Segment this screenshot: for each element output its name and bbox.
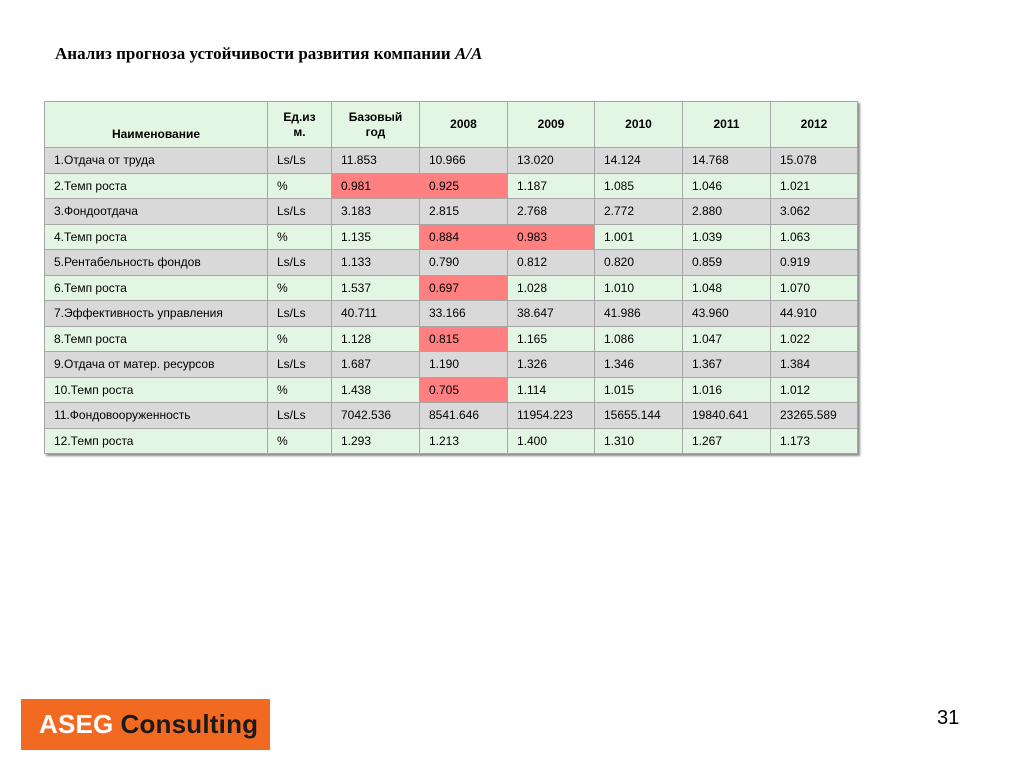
table-row [45, 428, 858, 454]
value-cell: 1.085 [595, 173, 683, 199]
value-cell: 1.384 [771, 352, 858, 378]
value-cell: 33.166 [420, 301, 508, 327]
header-2011: 2011 [683, 102, 771, 148]
value-cell: 38.647 [508, 301, 595, 327]
slide-title [55, 44, 482, 64]
value-cell: 1.310 [595, 428, 683, 454]
value-cell: 14.768 [683, 148, 771, 174]
table-row [45, 148, 858, 174]
value-cell: 0.981 [332, 173, 420, 199]
value-cell: 1.537 [332, 275, 420, 301]
value-cell: 1.400 [508, 428, 595, 454]
value-cell: 1.438 [332, 377, 420, 403]
value-cell: 1.173 [771, 428, 858, 454]
row-name-cell: 2.Темп роста [45, 173, 268, 199]
unit-cell: Ls/Ls [268, 301, 332, 327]
value-cell: 7042.536 [332, 403, 420, 429]
header-2009: 2009 [508, 102, 595, 148]
table-body [45, 148, 858, 454]
value-cell: 1.293 [332, 428, 420, 454]
value-cell: 1.039 [683, 224, 771, 250]
logo-word: Consulting [120, 709, 259, 739]
row-name-cell: 6.Темп роста [45, 275, 268, 301]
value-cell: 1.133 [332, 250, 420, 276]
value-cell: 0.820 [595, 250, 683, 276]
value-cell: 11954.223 [508, 403, 595, 429]
value-cell: 11.853 [332, 148, 420, 174]
value-cell: 1.190 [420, 352, 508, 378]
value-cell: 0.925 [420, 173, 508, 199]
value-cell: 1.070 [771, 275, 858, 301]
value-cell: 3.183 [332, 199, 420, 225]
page-number: 31 [937, 707, 960, 729]
value-cell: 1.028 [508, 275, 595, 301]
value-cell: 1.047 [683, 326, 771, 352]
header-base-year: Базовый год [332, 102, 420, 148]
row-name-cell: 8.Темп роста [45, 326, 268, 352]
table-header-row [45, 102, 858, 148]
row-name-cell: 1.Отдача от труда [45, 148, 268, 174]
value-cell: 0.859 [683, 250, 771, 276]
header-unit: Ед.из м. [268, 102, 332, 148]
unit-cell: Ls/Ls [268, 352, 332, 378]
value-cell: 19840.641 [683, 403, 771, 429]
value-cell: 13.020 [508, 148, 595, 174]
title-text: Анализ прогноза устойчивости развития компании [55, 44, 455, 63]
value-cell: 1.367 [683, 352, 771, 378]
value-cell: 2.880 [683, 199, 771, 225]
value-cell: 8541.646 [420, 403, 508, 429]
value-cell: 1.135 [332, 224, 420, 250]
value-cell: 43.960 [683, 301, 771, 327]
table-row [45, 301, 858, 327]
unit-cell: % [268, 326, 332, 352]
table-row [45, 352, 858, 378]
value-cell: 23265.589 [771, 403, 858, 429]
value-cell: 2.772 [595, 199, 683, 225]
value-cell: 14.124 [595, 148, 683, 174]
unit-cell: % [268, 173, 332, 199]
value-cell: 1.213 [420, 428, 508, 454]
aseg-logo [21, 699, 270, 750]
value-cell: 0.983 [508, 224, 595, 250]
value-cell: 1.022 [771, 326, 858, 352]
value-cell: 15.078 [771, 148, 858, 174]
value-cell: 1.114 [508, 377, 595, 403]
value-cell: 1.012 [771, 377, 858, 403]
unit-cell: % [268, 275, 332, 301]
value-cell: 0.815 [420, 326, 508, 352]
row-name-cell: 4.Темп роста [45, 224, 268, 250]
value-cell: 1.001 [595, 224, 683, 250]
forecast-table [44, 101, 858, 454]
unit-cell: % [268, 377, 332, 403]
value-cell: 0.697 [420, 275, 508, 301]
header-2012: 2012 [771, 102, 858, 148]
value-cell: 1.687 [332, 352, 420, 378]
value-cell: 3.062 [771, 199, 858, 225]
row-name-cell: 7.Эффективность управления [45, 301, 268, 327]
value-cell: 0.812 [508, 250, 595, 276]
value-cell: 1.187 [508, 173, 595, 199]
value-cell: 0.919 [771, 250, 858, 276]
value-cell: 15655.144 [595, 403, 683, 429]
table-row [45, 403, 858, 429]
logo-brand: ASEG [39, 709, 114, 739]
header-name: Наименование [45, 102, 268, 148]
value-cell: 1.021 [771, 173, 858, 199]
value-cell: 44.910 [771, 301, 858, 327]
row-name-cell: 10.Темп роста [45, 377, 268, 403]
table-row [45, 224, 858, 250]
table-row [45, 377, 858, 403]
row-name-cell: 3.Фондоотдача [45, 199, 268, 225]
row-name-cell: 12.Темп роста [45, 428, 268, 454]
value-cell: 0.790 [420, 250, 508, 276]
row-name-cell: 9.Отдача от матер. ресурсов [45, 352, 268, 378]
value-cell: 1.010 [595, 275, 683, 301]
value-cell: 41.986 [595, 301, 683, 327]
unit-cell: Ls/Ls [268, 199, 332, 225]
unit-cell: Ls/Ls [268, 250, 332, 276]
value-cell: 1.063 [771, 224, 858, 250]
table-row [45, 275, 858, 301]
value-cell: 1.267 [683, 428, 771, 454]
unit-cell: % [268, 224, 332, 250]
value-cell: 10.966 [420, 148, 508, 174]
row-name-cell: 11.Фондовооруженность [45, 403, 268, 429]
unit-cell: Ls/Ls [268, 403, 332, 429]
value-cell: 1.046 [683, 173, 771, 199]
value-cell: 1.165 [508, 326, 595, 352]
value-cell: 2.768 [508, 199, 595, 225]
table-row [45, 326, 858, 352]
value-cell: 1.048 [683, 275, 771, 301]
value-cell: 1.128 [332, 326, 420, 352]
value-cell: 1.086 [595, 326, 683, 352]
company-name: A/A [454, 44, 483, 63]
value-cell: 40.711 [332, 301, 420, 327]
value-cell: 2.815 [420, 199, 508, 225]
table-row [45, 250, 858, 276]
value-cell: 1.326 [508, 352, 595, 378]
header-2008: 2008 [420, 102, 508, 148]
value-cell: 1.015 [595, 377, 683, 403]
value-cell: 1.016 [683, 377, 771, 403]
table-row [45, 173, 858, 199]
header-2010: 2010 [595, 102, 683, 148]
table-row [45, 199, 858, 225]
row-name-cell: 5.Рентабельность фондов [45, 250, 268, 276]
value-cell: 0.884 [420, 224, 508, 250]
unit-cell: % [268, 428, 332, 454]
value-cell: 0.705 [420, 377, 508, 403]
value-cell: 1.346 [595, 352, 683, 378]
unit-cell: Ls/Ls [268, 148, 332, 174]
